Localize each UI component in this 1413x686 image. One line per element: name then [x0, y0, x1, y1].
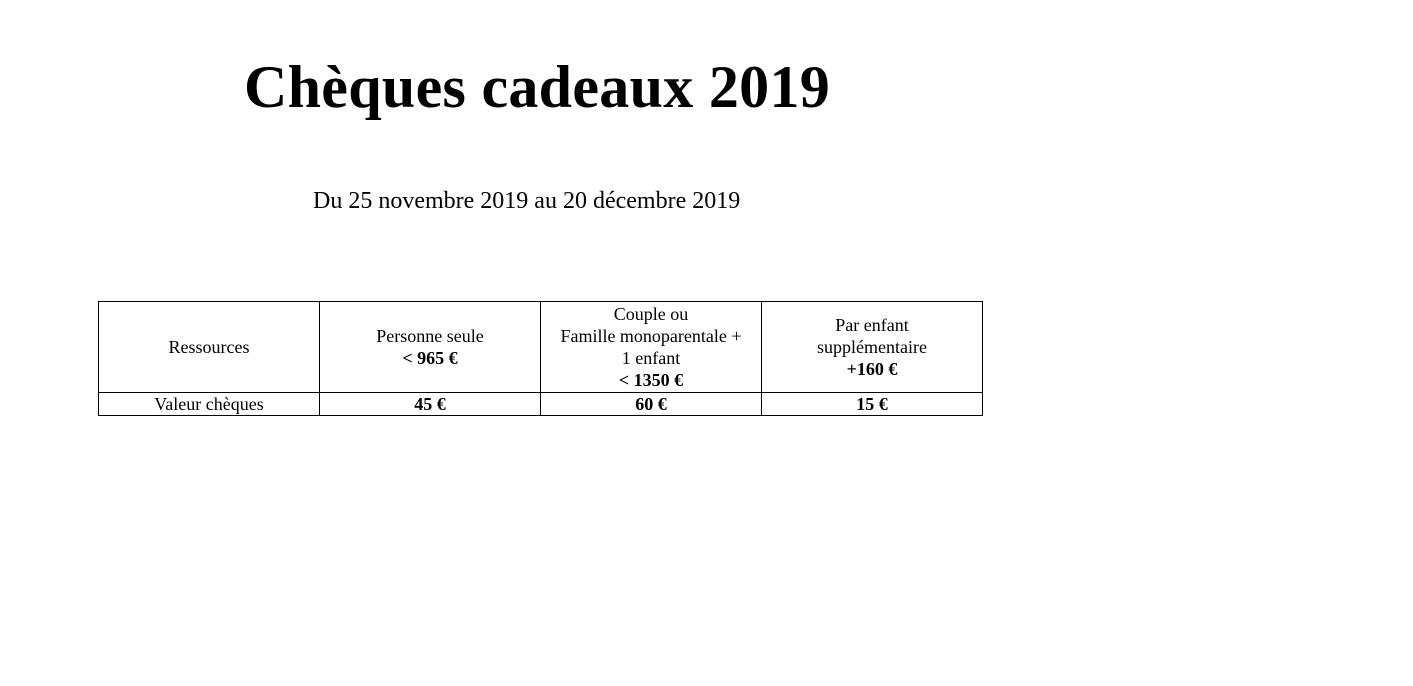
header-personne-seule-threshold: < 965 € — [402, 348, 458, 368]
period-subtitle: Du 25 novembre 2019 au 20 décembre 2019 — [313, 188, 741, 214]
header-personne-seule-label: Personne seule — [376, 326, 484, 346]
header-enfant-supp-line1: Par enfant — [835, 315, 909, 335]
value-row-label: Valeur chèques — [154, 394, 264, 414]
header-enfant-supp-threshold: +160 € — [846, 359, 898, 379]
value-enfant-supp: 15 € — [856, 394, 888, 414]
header-cell-enfant-supp — [762, 302, 983, 393]
page-title: Chèques cadeaux 2019 — [244, 54, 831, 120]
header-couple-line2: Famille monoparentale + — [560, 326, 742, 346]
table-header-row — [99, 302, 983, 393]
gift-cheques-table — [98, 301, 983, 416]
header-enfant-supp-line2: supplémentaire — [817, 337, 927, 357]
header-couple-line1: Couple ou — [613, 304, 689, 324]
value-cell-couple — [541, 393, 762, 416]
value-personne-seule: 45 € — [414, 394, 446, 414]
value-couple: 60 € — [635, 394, 667, 414]
header-cell-ressources — [99, 302, 320, 393]
header-ressources-label: Ressources — [168, 337, 250, 357]
header-couple-threshold: < 1350 € — [618, 370, 684, 390]
header-cell-personne-seule — [320, 302, 541, 393]
value-label-cell — [99, 393, 320, 416]
value-cell-personne-seule — [320, 393, 541, 416]
table-row — [99, 393, 983, 416]
value-cell-enfant-supp — [762, 393, 983, 416]
header-cell-couple — [541, 302, 762, 393]
header-couple-line3: 1 enfant — [621, 348, 681, 368]
